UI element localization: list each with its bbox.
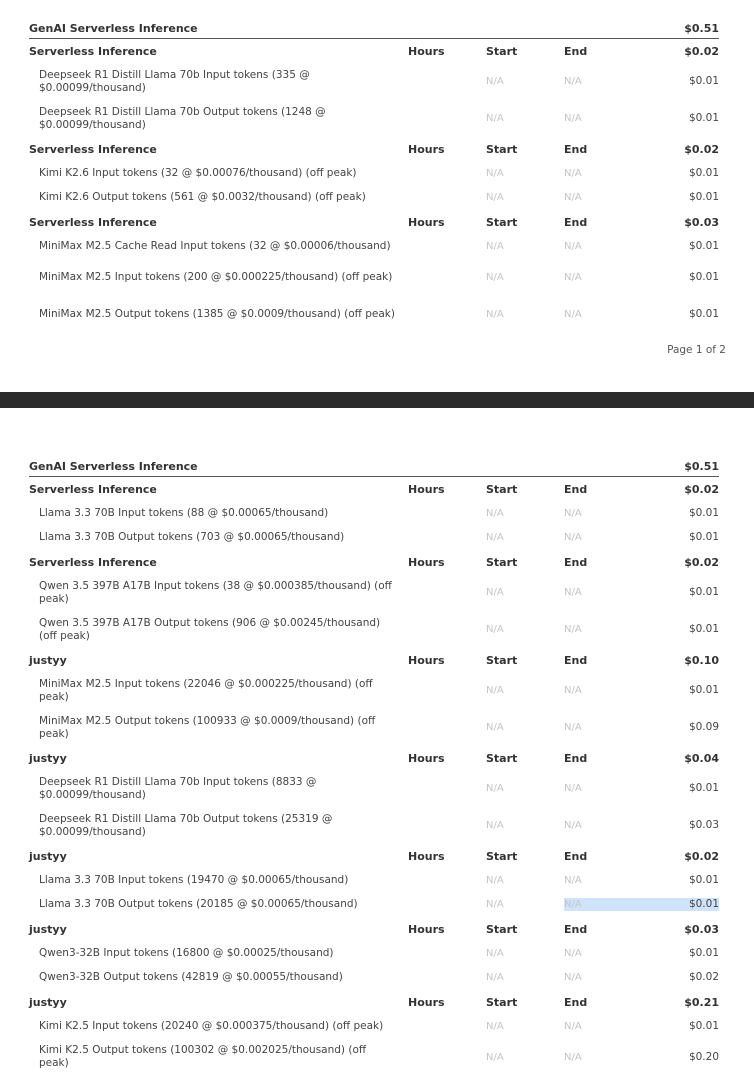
line-item-amount: $0.01 [688, 239, 719, 252]
column-header-hours: Hours [408, 215, 445, 229]
line-item-amount: $0.01 [688, 112, 719, 124]
line-item-description: MiniMax M2.5 Input tokens (22046 @ $0.000225/thousand) (off peak) [39, 677, 373, 703]
section-title: GenAI Serverless Inference [29, 460, 198, 473]
group-total: $0.03 [684, 922, 719, 936]
group-header-row [29, 844, 719, 868]
column-header-hours: Hours [408, 44, 445, 58]
line-item-description: Llama 3.3 70B Input tokens (88 @ $0.00065/thousand) [39, 506, 329, 519]
line-item-start: N/A [486, 192, 504, 204]
group-name: Serverless Inference [29, 482, 157, 496]
column-header-end: End [564, 482, 588, 496]
group-name: Serverless Inference [29, 44, 157, 58]
line-item-description: Kimi K2.6 Output tokens (561 @ $0.0032/thousand) (off peak) [39, 191, 366, 204]
line-item-amount: $0.01 [642, 898, 719, 911]
line-item-end: N/A [564, 167, 582, 179]
group-header-row [29, 137, 719, 161]
section-title: GenAI Serverless Inference [29, 22, 198, 35]
line-item-description: Deepseek R1 Distill Llama 70b Output tokens (25319 @ $0.00099/thousand) [39, 812, 333, 838]
line-item-row [29, 868, 719, 893]
line-item-row [29, 770, 719, 807]
invoice-page-2 [0, 408, 754, 1069]
group-name: Serverless Inference [29, 215, 157, 229]
column-header-start: Start [486, 215, 518, 229]
line-item-end: N/A [564, 240, 582, 252]
line-item-start: N/A [486, 722, 504, 733]
column-header-end: End [564, 995, 588, 1009]
line-item-start: N/A [486, 783, 504, 794]
line-item-end: N/A [564, 192, 582, 204]
line-item-row [29, 161, 719, 186]
group-total: $0.02 [684, 482, 719, 496]
line-item-row [29, 63, 719, 100]
line-item-amount: $0.01 [688, 506, 719, 519]
group-name: justyy [29, 653, 67, 667]
line-item-row [29, 501, 719, 526]
line-item-end: N/A [564, 685, 582, 696]
section-summary-row [29, 457, 719, 477]
line-item-description: Qwen 3.5 397B A17B Input tokens (38 @ $0.000385/thousand) (off peak) [39, 579, 392, 605]
column-header-start: Start [486, 849, 518, 863]
line-item-row [29, 672, 719, 709]
column-header-hours: Hours [408, 653, 445, 667]
column-header-hours: Hours [408, 142, 445, 156]
line-item-description: Kimi K2.5 Output tokens (100302 @ $0.002025/thousand) (off peak) [39, 1044, 367, 1069]
line-item-row [29, 234, 719, 259]
column-header-start: Start [486, 653, 518, 667]
line-item-start: N/A [486, 532, 504, 544]
line-item-row [29, 966, 719, 991]
group-total: $0.02 [684, 849, 719, 863]
line-item-amount: $0.01 [688, 531, 719, 544]
invoice-table [29, 457, 719, 1076]
line-item-description: MiniMax M2.5 Output tokens (1385 @ $0.0009/thousand) (off peak) [39, 307, 395, 320]
line-item-end: N/A [564, 587, 582, 598]
invoice-table [29, 19, 719, 333]
line-item-row [29, 941, 719, 966]
line-item-description: Qwen3-32B Input tokens (16800 @ $0.00025/thousand) [39, 946, 334, 959]
line-item-row [29, 526, 719, 551]
line-item-amount: $0.01 [688, 307, 719, 320]
section-total: $0.51 [684, 460, 719, 473]
page-number: Page 1 of 2 [667, 344, 726, 356]
line-item-description: Deepseek R1 Distill Llama 70b Input tokens (335 @ $0.00099/thousand) [39, 68, 310, 94]
invoice-page-1 [0, 0, 754, 392]
line-item-description: Llama 3.3 70B Output tokens (703 @ $0.00065/thousand) [39, 531, 345, 544]
page-separator [0, 392, 754, 408]
line-item-start: N/A [486, 271, 504, 283]
group-total: $0.02 [684, 142, 719, 156]
group-total: $0.02 [684, 555, 719, 569]
column-header-start: Start [486, 482, 518, 496]
line-item-start: N/A [486, 240, 504, 252]
line-item-start: N/A [486, 685, 504, 696]
line-item-end: N/A [564, 722, 582, 733]
line-item-description: MiniMax M2.5 Output tokens (100933 @ $0.0009/thousand) (off peak) [39, 714, 376, 740]
line-item-description: Deepseek R1 Distill Llama 70b Input tokens (8833 @ $0.00099/thousand) [39, 775, 317, 801]
column-header-hours: Hours [408, 995, 445, 1009]
column-header-end: End [564, 215, 588, 229]
group-header-row [29, 550, 719, 574]
line-item-description: Qwen3-32B Output tokens (42819 @ $0.00055/thousand) [39, 971, 343, 984]
group-header-row [29, 477, 719, 501]
line-item-start: N/A [486, 820, 504, 831]
group-name: justyy [29, 995, 67, 1009]
line-item-description: Deepseek R1 Distill Llama 70b Output tokens (1248 @ $0.00099/thousand) [39, 105, 326, 131]
line-item-amount: $0.01 [688, 166, 719, 179]
line-item-end: N/A [564, 972, 582, 984]
line-item-end: N/A [564, 1051, 582, 1063]
line-item-end: N/A [564, 532, 582, 544]
line-item-row [29, 1014, 719, 1039]
line-item-description: Kimi K2.6 Input tokens (32 @ $0.00076/thousand) (off peak) [39, 166, 357, 179]
line-item-description: Llama 3.3 70B Output tokens (20185 @ $0.00065/thousand) [39, 898, 358, 911]
line-item-end: N/A [564, 507, 582, 519]
line-item-end: N/A [564, 783, 582, 794]
column-header-start: Start [486, 142, 518, 156]
line-item-row [29, 574, 719, 611]
group-header-row [29, 746, 719, 770]
line-item-description: Kimi K2.5 Input tokens (20240 @ $0.000375/thousand) (off peak) [39, 1019, 384, 1032]
group-header-row [29, 648, 719, 672]
line-item-row [29, 709, 719, 746]
line-item-end: N/A [564, 308, 582, 320]
line-item-description: MiniMax M2.5 Cache Read Input tokens (32 @ $0.00006/thousand) [39, 239, 391, 252]
column-header-start: Start [486, 922, 518, 936]
line-item-start: N/A [486, 587, 504, 598]
column-header-hours: Hours [408, 751, 445, 765]
line-item-amount: $0.01 [688, 270, 719, 283]
line-item-end: N/A [564, 898, 642, 911]
group-header-row [29, 990, 719, 1014]
section-summary-row [29, 19, 719, 39]
line-item-row [29, 259, 719, 296]
group-name: Serverless Inference [29, 555, 157, 569]
line-item-row [29, 807, 719, 844]
line-item-amount: $0.03 [688, 819, 719, 831]
line-item-amount: $0.01 [688, 191, 719, 204]
line-item-end: N/A [564, 820, 582, 831]
line-item-amount: $0.01 [688, 684, 719, 696]
line-item-end: N/A [564, 1020, 582, 1032]
line-item-end: N/A [564, 76, 582, 87]
line-item-start: N/A [486, 624, 504, 635]
line-item-amount: $0.01 [688, 1019, 719, 1032]
line-item-end: N/A [564, 113, 582, 124]
column-header-start: Start [486, 995, 518, 1009]
line-item-amount: $0.20 [688, 1050, 719, 1063]
column-header-hours: Hours [408, 482, 445, 496]
line-item-start: N/A [486, 874, 504, 886]
line-item-start: N/A [486, 308, 504, 320]
group-header-row [29, 917, 719, 941]
line-item-row [29, 893, 719, 918]
line-item-amount: $0.01 [688, 586, 719, 598]
line-item-row [29, 296, 719, 333]
line-item-amount: $0.02 [688, 971, 719, 984]
line-item-start: N/A [486, 167, 504, 179]
line-item-amount: $0.01 [688, 782, 719, 794]
column-header-end: End [564, 922, 588, 936]
line-item-end: N/A [564, 624, 582, 635]
column-header-hours: Hours [408, 849, 445, 863]
line-item-start: N/A [486, 899, 504, 911]
column-header-start: Start [486, 44, 518, 58]
group-total: $0.02 [684, 44, 719, 58]
column-header-end: End [564, 653, 588, 667]
line-item-start: N/A [486, 113, 504, 124]
line-item-start: N/A [486, 507, 504, 519]
section-total: $0.51 [684, 22, 719, 35]
column-header-start: Start [486, 751, 518, 765]
line-item-row [29, 186, 719, 211]
line-item-description: MiniMax M2.5 Input tokens (200 @ $0.000225/thousand) (off peak) [39, 270, 393, 283]
column-header-end: End [564, 44, 588, 58]
column-header-hours: Hours [408, 922, 445, 936]
line-item-end: N/A [564, 271, 582, 283]
line-item-description: Llama 3.3 70B Input tokens (19470 @ $0.00065/thousand) [39, 873, 349, 886]
column-header-end: End [564, 142, 588, 156]
group-header-row [29, 210, 719, 234]
group-total: $0.10 [684, 653, 719, 667]
column-header-start: Start [486, 555, 518, 569]
line-item-description: Qwen 3.5 397B A17B Output tokens (906 @ $0.00245/thousand) (off peak) [39, 616, 381, 642]
group-name: justyy [29, 922, 67, 936]
line-item-start: N/A [486, 1051, 504, 1063]
group-name: justyy [29, 751, 67, 765]
line-item-amount: $0.01 [688, 623, 719, 635]
line-item-amount: $0.01 [688, 75, 719, 87]
column-header-end: End [564, 849, 588, 863]
line-item-start: N/A [486, 972, 504, 984]
line-item-end: N/A [564, 947, 582, 959]
line-item-amount: $0.01 [688, 946, 719, 959]
line-item-end: N/A [564, 874, 582, 886]
group-name: Serverless Inference [29, 142, 157, 156]
group-total: $0.21 [684, 995, 719, 1009]
line-item-start: N/A [486, 76, 504, 87]
line-item-row [29, 1039, 719, 1076]
group-header-row [29, 39, 719, 63]
line-item-start: N/A [486, 947, 504, 959]
line-item-row [29, 611, 719, 648]
group-total: $0.04 [684, 751, 719, 765]
column-header-end: End [564, 555, 588, 569]
line-item-amount: $0.09 [688, 721, 719, 733]
line-item-amount: $0.01 [688, 873, 719, 886]
line-item-start: N/A [486, 1020, 504, 1032]
group-total: $0.03 [684, 215, 719, 229]
group-name: justyy [29, 849, 67, 863]
column-header-hours: Hours [408, 555, 445, 569]
column-header-end: End [564, 751, 588, 765]
line-item-row [29, 100, 719, 137]
